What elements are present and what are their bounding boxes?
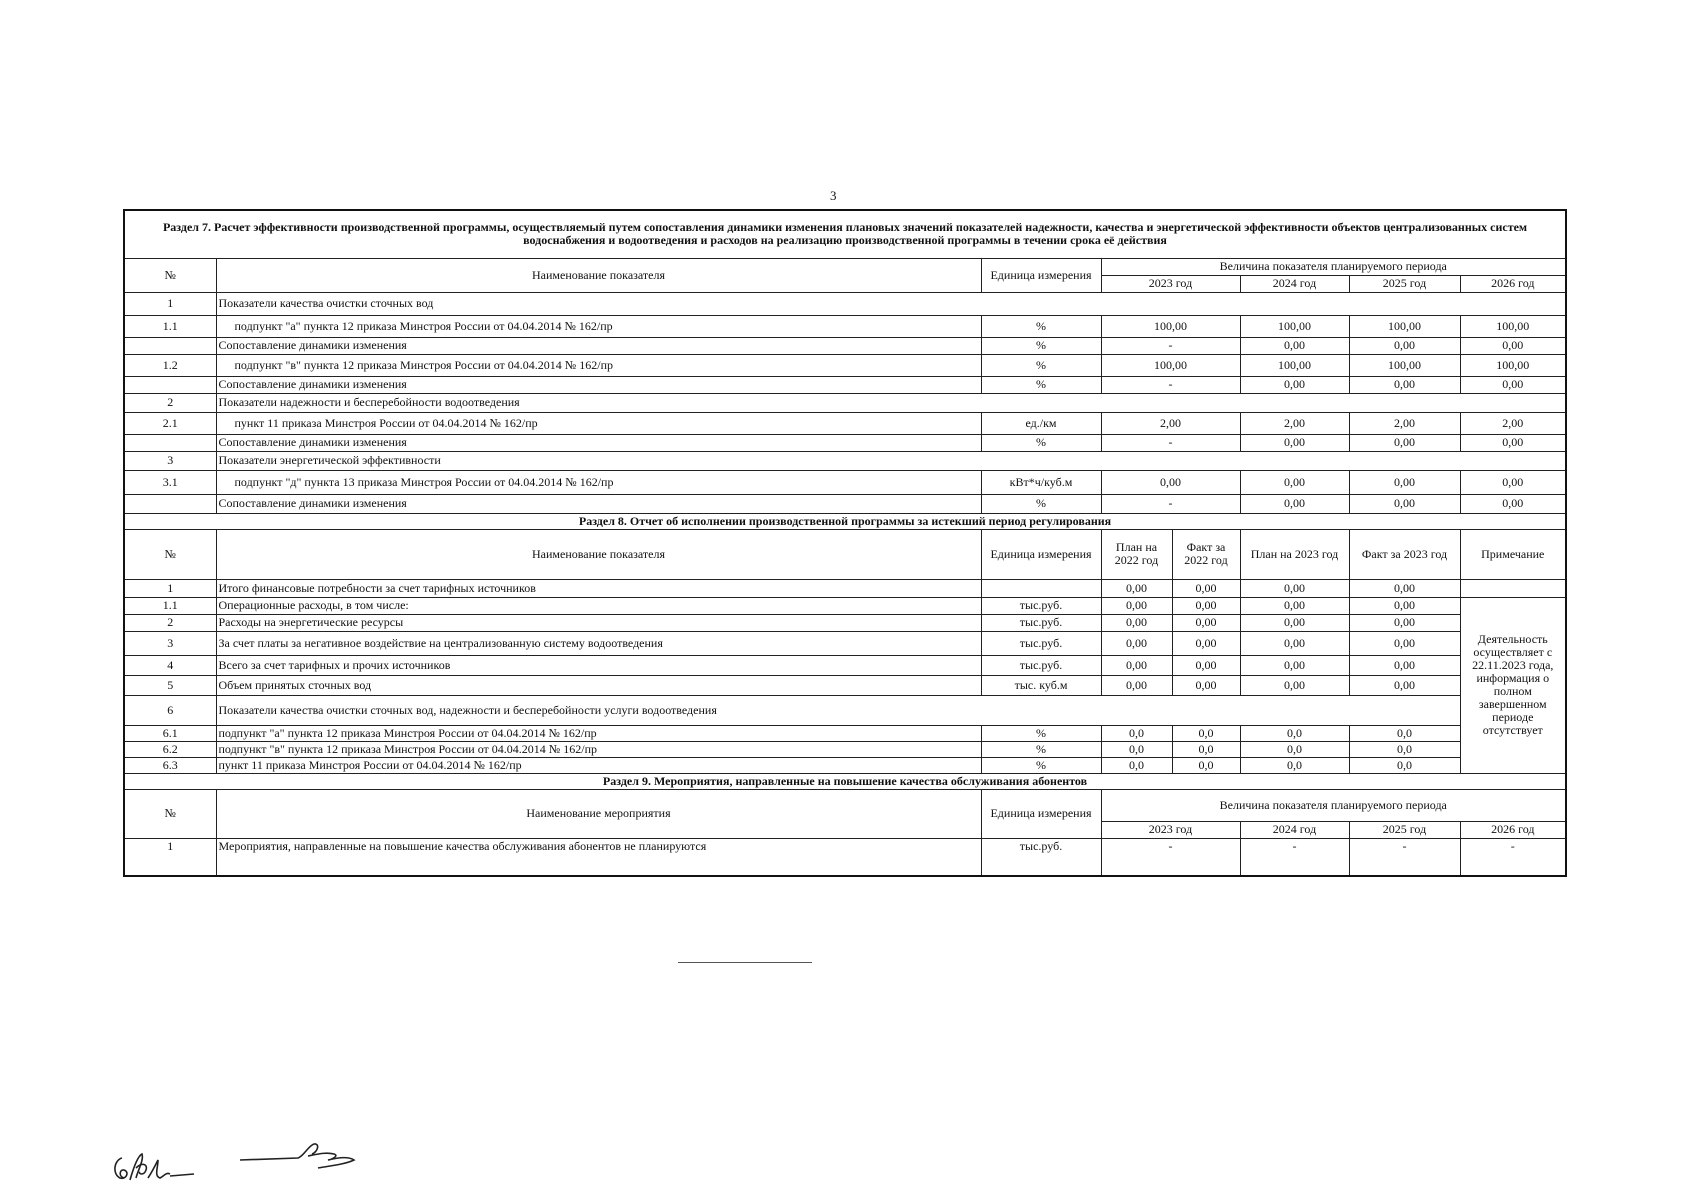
unit-cell: тыс.руб. [981,655,1101,675]
row-number: 6.2 [124,741,216,757]
value-cell: 0,00 [1349,494,1460,513]
row-number: 1.2 [124,354,216,376]
row-number: 1.1 [124,597,216,614]
value-cell: 0,00 [1240,614,1349,631]
table-row [124,757,1566,773]
value-cell: 100,00 [1460,354,1566,376]
table-row [124,292,1566,315]
col-period-header: Величина показателя планируемого периода [1101,258,1566,275]
row-number: 2.1 [124,412,216,434]
indicator-name: подпункт "д" пункта 13 приказа Минстроя России от 04.04.2014 № 162/пр [216,470,981,494]
closing-rule [678,962,812,963]
group-heading: Показатели качества очистки сточных вод, надежности и бесперебойности услуги водоотведения [216,695,1460,725]
col-fact2022-header: Факт за 2022 год [1172,529,1240,579]
col-unit-header: Единица измерения [981,258,1101,292]
indicator-name: пункт 11 приказа Минстроя России от 04.04.2014 № 162/пр [216,757,981,773]
value-cell: 0,00 [1240,470,1349,494]
unit-cell: ед./км [981,412,1101,434]
col-num-header: № [124,258,216,292]
signature-initials [108,1150,198,1186]
value-cell: 0,00 [1240,655,1349,675]
value-cell: 2,00 [1460,412,1566,434]
value-cell: 0,00 [1349,470,1460,494]
value-cell: 0,0 [1240,725,1349,741]
value-cell: 0,00 [1460,376,1566,393]
value-cell: 100,00 [1349,315,1460,337]
indicator-name: Сопоставление динамики изменения [216,376,981,393]
unit-cell: тыс. куб.м [981,675,1101,695]
indicator-name: Сопоставление динамики изменения [216,434,981,451]
indicator-name: подпункт "в" пункта 12 приказа Минстроя России от 04.04.2014 № 162/пр [216,741,981,757]
indicator-name: Сопоставление динамики изменения [216,494,981,513]
value-cell: 0,00 [1349,597,1460,614]
table-row [124,838,1566,876]
indicator-name: Расходы на энергетические ресурсы [216,614,981,631]
table-row [124,789,1566,821]
value-cell: 100,00 [1349,354,1460,376]
value-cell: 0,0 [1349,757,1460,773]
signature [238,1138,368,1170]
row-number: 2 [124,614,216,631]
row-number: 1 [124,579,216,597]
table-row [124,597,1566,614]
value-cell: 0,00 [1240,434,1349,451]
table-row [124,695,1566,725]
value-cell: - [1101,838,1240,876]
value-cell: 0,00 [1172,597,1240,614]
indicator-name: За счет платы за негативное воздействие на централизованную систему водоотведения [216,631,981,655]
table-row [124,451,1566,470]
report-table [123,209,1567,877]
value-cell: 100,00 [1460,315,1566,337]
value-cell: - [1101,494,1240,513]
indicator-name: подпункт "а" пункта 12 приказа Минстроя России от 04.04.2014 № 162/пр [216,315,981,337]
measure-name: Мероприятия, направленные на повышение качества обслуживания абонентов не планируются [216,838,981,876]
col-year-header: 2026 год [1460,821,1566,838]
value-cell: 2,00 [1101,412,1240,434]
table-row [124,614,1566,631]
table-row [124,434,1566,451]
value-cell: 100,00 [1101,354,1240,376]
table-row [124,412,1566,434]
section9-title: Раздел 9. Мероприятия, направленные на повышение качества обслуживания абонентов [124,773,1566,789]
value-cell: 0,0 [1349,725,1460,741]
col-year-header: 2025 год [1349,275,1460,292]
value-cell: - [1101,376,1240,393]
value-cell: 0,00 [1240,579,1349,597]
col-unit-header: Единица измерения [981,789,1101,838]
row-number [124,434,216,451]
value-cell: - [1460,838,1566,876]
table-row [124,470,1566,494]
value-cell: 0,00 [1172,579,1240,597]
value-cell: - [1349,838,1460,876]
indicator-name: подпункт "в" пункта 12 приказа Минстроя России от 04.04.2014 № 162/пр [216,354,981,376]
value-cell: 100,00 [1240,354,1349,376]
table-row [124,393,1566,412]
page-number: 3 [830,188,837,203]
row-number [124,376,216,393]
section7-title: Раздел 7. Расчет эффективности производственной программы, осуществляемый путем сопоставления динамики изменения плановых значений показателей надежности, качества и энергетической эффективности объектов централизованных систем водоснабжения и водоотведения и расходов на реализацию производственной программы в течении срока её действия [124,210,1566,258]
value-cell: 0,00 [1460,470,1566,494]
unit-cell: % [981,315,1101,337]
indicator-name: Итого финансовые потребности за счет тарифных источников [216,579,981,597]
table-row [124,258,1566,275]
col-year-header: 2024 год [1240,821,1349,838]
value-cell: 0,00 [1240,675,1349,695]
col-name-header: Наименование показателя [216,258,981,292]
value-cell: - [1101,434,1240,451]
value-cell: 0,00 [1172,614,1240,631]
table-row [124,376,1566,393]
value-cell: 0,00 [1172,655,1240,675]
col-name-header: Наименование мероприятия [216,789,981,838]
table-row [124,315,1566,337]
value-cell: 0,0 [1101,725,1172,741]
col-year-header: 2024 год [1240,275,1349,292]
value-cell: 0,0 [1240,741,1349,757]
col-fact2023-header: Факт за 2023 год [1349,529,1460,579]
note-cell-top [1460,579,1566,597]
table-row [124,579,1566,597]
unit-cell: тыс.руб. [981,838,1101,876]
value-cell: 0,00 [1460,494,1566,513]
table-row [124,675,1566,695]
value-cell: 0,00 [1172,675,1240,695]
value-cell: 0,00 [1460,434,1566,451]
value-cell: 0,00 [1349,337,1460,354]
col-num-header: № [124,529,216,579]
group-heading: Показатели энергетической эффективности [216,451,1566,470]
table-row [124,631,1566,655]
unit-cell: кВт*ч/куб.м [981,470,1101,494]
value-cell: 0,00 [1349,579,1460,597]
table-row [124,725,1566,741]
unit-cell: % [981,741,1101,757]
indicator-name: пункт 11 приказа Минстроя России от 04.04.2014 № 162/пр [216,412,981,434]
value-cell: 0,00 [1101,470,1240,494]
value-cell: 0,00 [1349,434,1460,451]
value-cell: 0,00 [1349,655,1460,675]
col-plan2022-header: План на 2022 год [1101,529,1172,579]
col-year-header: 2023 год [1101,821,1240,838]
value-cell: 0,00 [1101,655,1172,675]
unit-cell: тыс.руб. [981,597,1101,614]
group-heading: Показатели качества очистки сточных вод [216,292,1566,315]
value-cell: 0,00 [1240,337,1349,354]
value-cell: 0,00 [1101,597,1172,614]
unit-cell: % [981,434,1101,451]
value-cell: 2,00 [1240,412,1349,434]
col-num-header: № [124,789,216,838]
value-cell: 0,00 [1349,631,1460,655]
unit-cell: % [981,725,1101,741]
value-cell: 0,00 [1101,675,1172,695]
row-number: 6 [124,695,216,725]
value-cell: 0,00 [1240,597,1349,614]
col-plan2023-header: План на 2023 год [1240,529,1349,579]
row-number: 1 [124,838,216,876]
value-cell: 0,0 [1349,741,1460,757]
unit-cell: % [981,494,1101,513]
value-cell: - [1240,838,1349,876]
value-cell: 0,00 [1101,614,1172,631]
value-cell: 0,00 [1240,494,1349,513]
value-cell: 0,0 [1240,757,1349,773]
table-row [124,513,1566,529]
indicator-name: подпункт "а" пункта 12 приказа Минстроя России от 04.04.2014 № 162/пр [216,725,981,741]
value-cell: 2,00 [1349,412,1460,434]
unit-cell [981,579,1101,597]
value-cell: 0,00 [1460,337,1566,354]
row-number: 4 [124,655,216,675]
value-cell: - [1101,337,1240,354]
row-number: 1 [124,292,216,315]
col-year-header: 2025 год [1349,821,1460,838]
value-cell: 0,00 [1240,631,1349,655]
row-number: 5 [124,675,216,695]
row-number: 3.1 [124,470,216,494]
row-number: 6.3 [124,757,216,773]
value-cell: 0,0 [1172,757,1240,773]
col-period-header: Величина показателя планируемого периода [1101,789,1566,821]
value-cell: 0,00 [1349,675,1460,695]
indicator-name: Сопоставление динамики изменения [216,337,981,354]
col-unit-header: Единица измерения [981,529,1101,579]
table-row [124,741,1566,757]
unit-cell: % [981,337,1101,354]
value-cell: 0,00 [1349,614,1460,631]
indicator-name: Объем принятых сточных вод [216,675,981,695]
value-cell: 0,0 [1172,741,1240,757]
row-number [124,494,216,513]
table-row [124,494,1566,513]
value-cell: 0,0 [1172,725,1240,741]
table-row [124,337,1566,354]
row-number [124,337,216,354]
table-row [124,210,1566,258]
row-number: 6.1 [124,725,216,741]
col-note-header: Примечание [1460,529,1566,579]
unit-cell: тыс.руб. [981,631,1101,655]
table-row [124,354,1566,376]
col-year-header: 2023 год [1101,275,1240,292]
table-row [124,773,1566,789]
value-cell: 100,00 [1240,315,1349,337]
table-row [124,655,1566,675]
row-number: 2 [124,393,216,412]
row-number: 1.1 [124,315,216,337]
value-cell: 0,00 [1172,631,1240,655]
value-cell: 100,00 [1101,315,1240,337]
value-cell: 0,00 [1101,579,1172,597]
value-cell: 0,0 [1101,741,1172,757]
value-cell: 0,00 [1349,376,1460,393]
col-year-header: 2026 год [1460,275,1566,292]
unit-cell: % [981,376,1101,393]
unit-cell: тыс.руб. [981,614,1101,631]
col-name-header: Наименование показателя [216,529,981,579]
indicator-name: Всего за счет тарифных и прочих источников [216,655,981,675]
unit-cell: % [981,354,1101,376]
unit-cell: % [981,757,1101,773]
value-cell: 0,00 [1240,376,1349,393]
row-number: 3 [124,451,216,470]
indicator-name: Операционные расходы, в том числе: [216,597,981,614]
group-heading: Показатели надежности и бесперебойности водоотведения [216,393,1566,412]
section8-title: Раздел 8. Отчет об исполнении производственной программы за истекший период регулирования [124,513,1566,529]
row-number: 3 [124,631,216,655]
note-cell: Деятельность осуществляет с 22.11.2023 года, информация о полном завершенном периоде отсутствует [1460,597,1566,773]
value-cell: 0,00 [1101,631,1172,655]
value-cell: 0,0 [1101,757,1172,773]
table-row [124,529,1566,579]
